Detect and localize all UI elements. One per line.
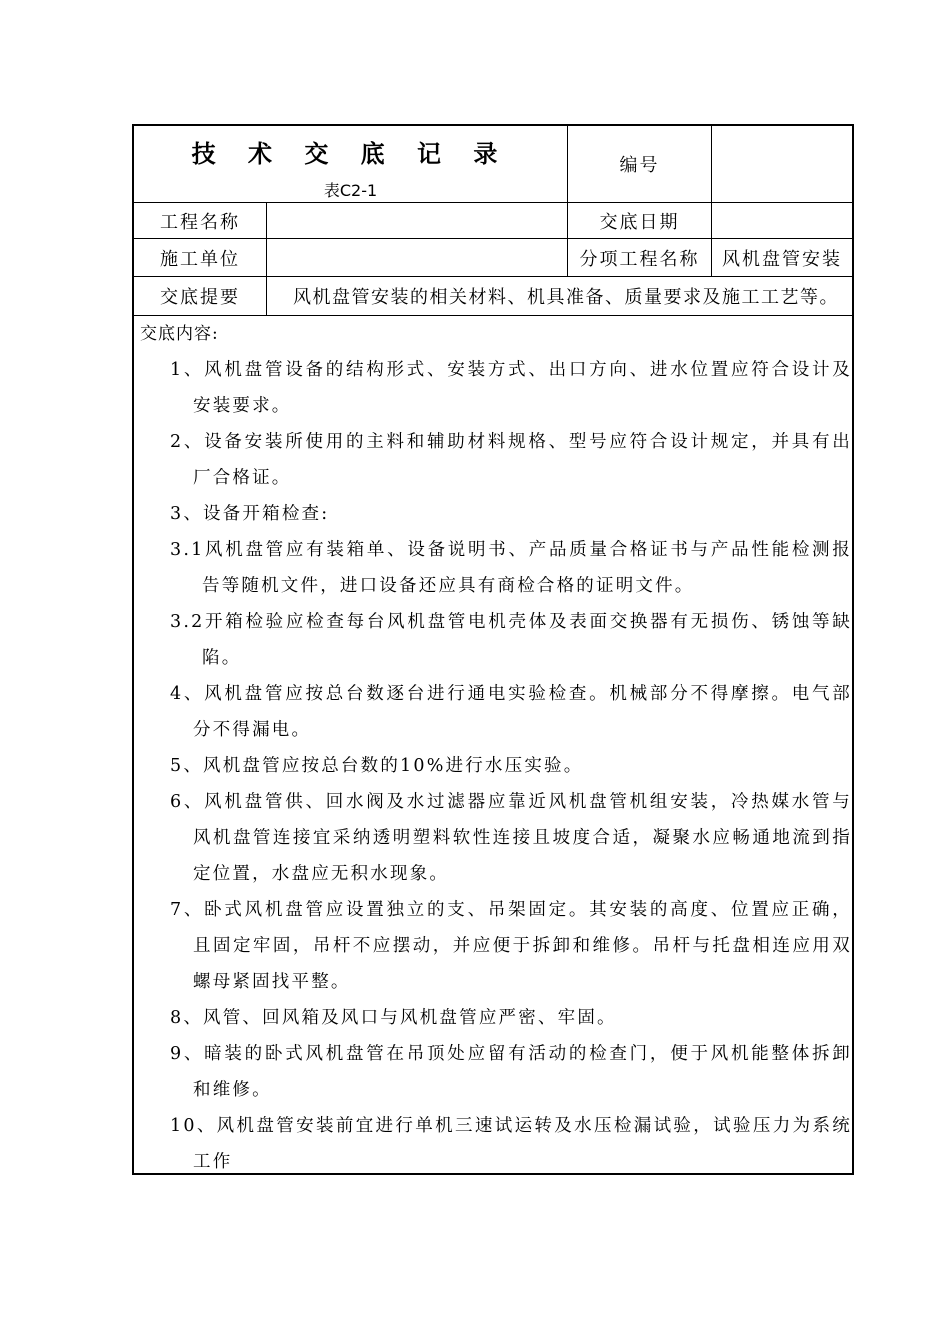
content-item: 3.2开箱检验应检查每台风机盘管电机壳体及表面交换器有无损伤、锈蚀等缺陷。: [170, 612, 852, 668]
row-divider: [134, 315, 852, 316]
content-item: 7、卧式风机盘管应设置独立的支、吊架固定。其安装的高度、位置应正确，且固定牢固，吊杆不应摆动，并应便于拆卸和维修。吊杆与托盘相连应用双螺母紧固找平整。: [170, 900, 852, 992]
content-item: 8、风管、回风箱及风口与风机盘管应严密、牢固。: [170, 1008, 617, 1028]
content-items: [170, 352, 852, 1180]
content-label: 交底内容:: [140, 324, 219, 344]
content-item: 5、风机盘管应按总台数的10%进行水压实验。: [170, 756, 584, 776]
technical-disclosure-form: [132, 124, 854, 1175]
content-item: 6、风机盘管供、回水阀及水过滤器应靠近风机盘管机组安装，冷热媒水管与风机盘管连接宜采纳透明塑料软性连接且坡度合适，凝聚水应畅通地流到指定位置，水盘应无积水现象。: [170, 792, 852, 884]
project-name-value: [267, 203, 567, 238]
content-item: 3.1风机盘管应有装箱单、设备说明书、产品质量合格证书与产品性能检测报告等随机文件，进口设备还应具有商检合格的证明文件。: [170, 540, 852, 596]
content-item: 9、暗装的卧式风机盘管在吊顶处应留有活动的检查门，便于风机能整体拆卸和维修。: [170, 1044, 852, 1100]
content-item: 3、设备开箱检查:: [170, 504, 330, 524]
project-name-label: 工程名称: [160, 211, 240, 233]
form-code: 表C2-1: [323, 181, 378, 200]
subproject-label: 分项工程名称: [579, 248, 700, 270]
summary-label: 交底提要: [160, 287, 240, 308]
construction-unit-value: [267, 239, 567, 276]
subproject-value: 风机盘管安装: [722, 248, 842, 270]
number-value: [712, 126, 852, 202]
date-value: [712, 203, 852, 238]
content-item: 1、风机盘管设备的结构形式、安装方式、出口方向、进水位置应符合设计及安装要求。: [170, 360, 852, 416]
content-item: 2、设备安装所使用的主料和辅助材料规格、型号应符合设计规定，并具有出厂合格证。: [170, 432, 852, 488]
form-title: 技 术 交 底 记 录: [191, 140, 510, 168]
date-label: 交底日期: [599, 211, 680, 233]
content-item: 10、风机盘管安装前宜进行单机三速试运转及水压检漏试验，试验压力为系统工作: [170, 1116, 852, 1172]
number-label: 编号: [619, 155, 660, 176]
summary-value: 风机盘管安装的相关材料、机具准备、质量要求及施工工艺等。: [293, 287, 839, 308]
construction-unit-label: 施工单位: [160, 248, 240, 270]
content-item: 4、风机盘管应按总台数逐台进行通电实验检查。机械部分不得摩擦。电气部分不得漏电。: [170, 684, 852, 740]
